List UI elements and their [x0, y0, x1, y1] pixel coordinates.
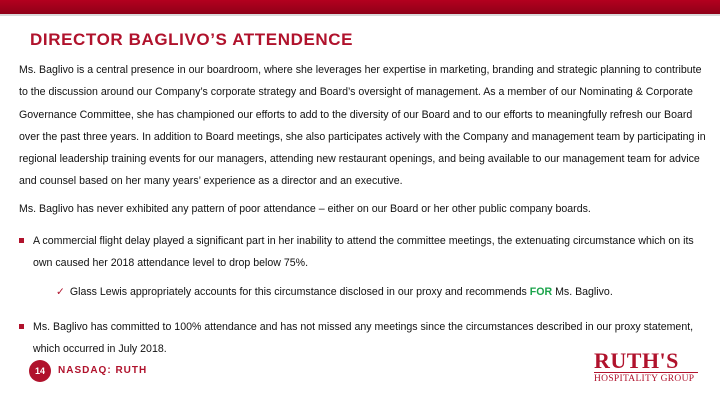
logo-wordmark: RUTH'S	[594, 348, 679, 373]
bullet-flight-delay	[19, 230, 709, 275]
square-bullet-icon	[19, 324, 24, 329]
checkmark-icon: ✓	[56, 286, 65, 298]
square-bullet-icon	[19, 238, 24, 243]
intro-paragraph: Ms. Baglivo is a central presence in our boardroom, where she leverages her expertise in marketing, branding and strategic planning to contribute to the discussion around our Company’s corporate strategy and Board’s oversight of management. As a member of our Nominating & Corporate Governance Committee, she has championed our efforts to add to the diversity of our Board and to our efforts to meaningfully refresh our Board over the past three years. In addition to Board meetings, she also participates actively with the Company and management team by participating in regional leadership training events for our managers, attending new restaurant openings, and being available to our management team for advice and counsel based on her many years’ experience as a director and an executive.	[19, 64, 706, 188]
top-accent-bar	[0, 0, 720, 14]
logo-subtitle: HOSPITALITY GROUP	[594, 372, 698, 384]
page-number-badge: 14	[29, 360, 51, 382]
subbullet-glass-lewis	[56, 286, 613, 298]
slide-title: DIRECTOR BAGLIVO’S ATTENDENCE	[30, 30, 354, 49]
for-recommendation: FOR	[529, 286, 553, 298]
ruths-logo	[594, 350, 698, 384]
ticker-label: NASDAQ: RUTH	[58, 365, 148, 376]
subbullet-text-end: Ms. Baglivo.	[552, 286, 613, 298]
attendance-paragraph: Ms. Baglivo has never exhibited any pattern of poor attendance – either on our Board or her other public company boards.	[19, 203, 591, 215]
bullet-text: A commercial flight delay played a significant part in her inability to attend the committee meetings, the extenuating circumstance which on its own caused her 2018 attendance level to drop below 75%.	[33, 235, 694, 270]
top-divider	[0, 14, 720, 16]
subbullet-text: Glass Lewis appropriately accounts for this circumstance disclosed in our proxy and recommends	[69, 286, 530, 298]
bullet-text: Ms. Baglivo has committed to 100% attendance and has not missed any meetings since the circumstances described in our proxy statement, which occurred in July 2018.	[33, 321, 694, 356]
